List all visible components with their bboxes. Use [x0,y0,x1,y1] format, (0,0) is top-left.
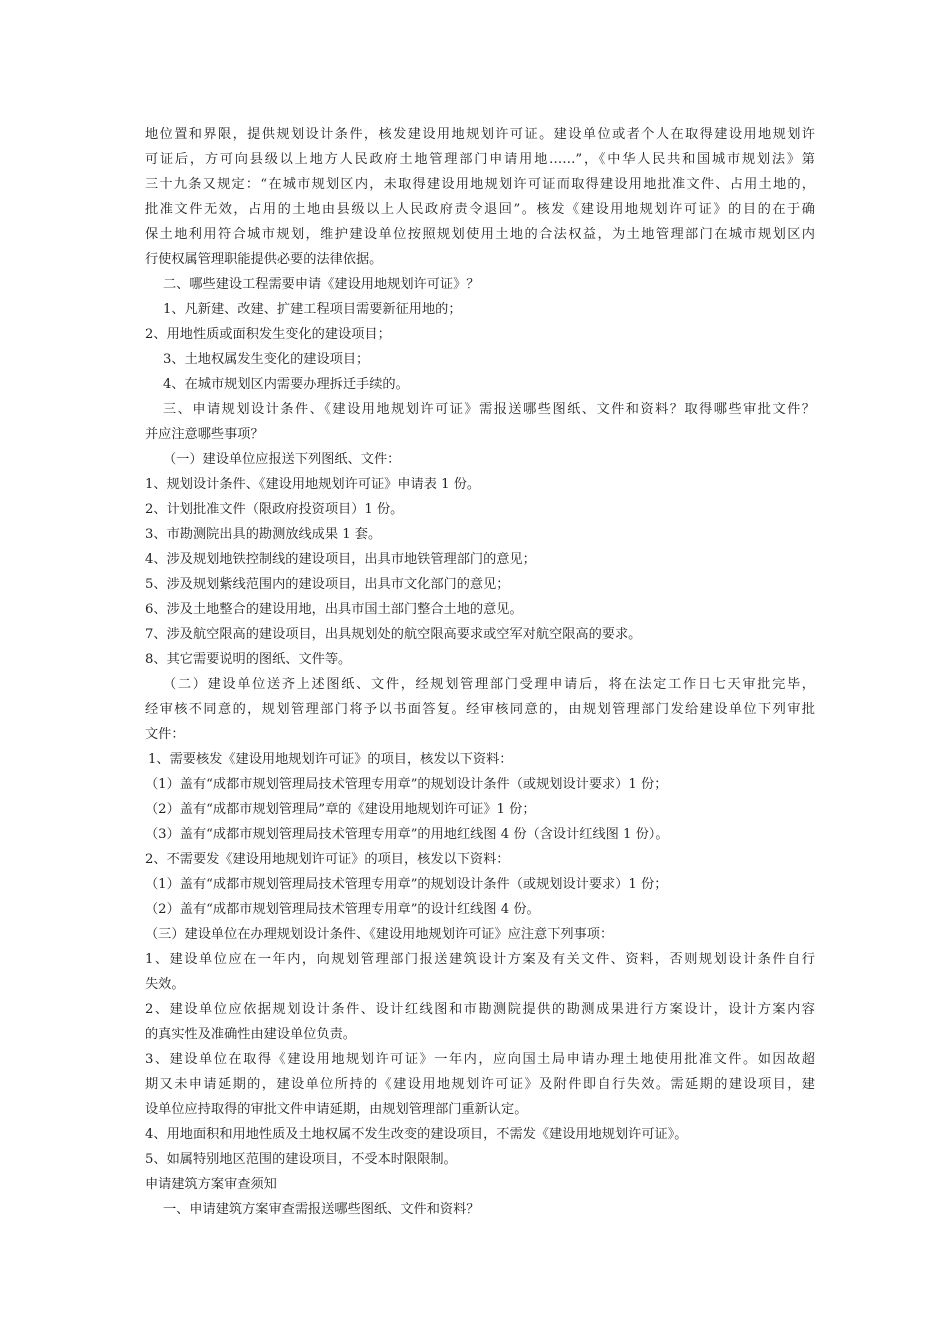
text-line: 一、申请建筑方案审查需报送哪些图纸、文件和资料？ [163,1202,480,1217]
text-line: 失效。 [145,977,185,992]
text-line: 并应注意哪些事项？ [145,427,264,442]
text-line: （2）盖有“成都市规划管理局技术管理专用章”的设计红线图 4 份。 [145,902,540,917]
text-line: 2、计划批准文件（限政府投资项目）1 份。 [145,502,404,517]
text-line: 1、建设单位应在一年内，向规划管理部门报送建筑设计方案及有关文件、资料，否则规划设计条件自行 [145,952,815,967]
text-line: 保土地利用符合城市规划，维护建设单位按照规划使用土地的合法权益，为土地管理部门在城市规划区内 [145,227,815,242]
text-line: （1）盖有“成都市规划管理局技术管理专用章”的规划设计条件（或规划设计要求）1 份； [145,777,668,792]
text-line: 1、凡新建、改建、扩建工程项目需要新征用地的； [163,302,462,317]
text-line: 4、涉及规划地铁控制线的建设项目，出具市地铁管理部门的意见； [145,552,536,567]
text-line: 3、土地权属发生变化的建设项目； [163,352,370,367]
text-line: 可证后，方可向县级以上地方人民政府土地管理部门申请用地……”，《中华人民共和国城市规划法》第 [145,152,815,167]
text-line: 1、需要核发《建设用地规划许可证》的项目，核发以下资料： [148,752,513,767]
text-line: 1、规划设计条件、《建设用地规划许可证》申请表 1 份。 [145,477,481,492]
text-line: 地位置和界限，提供规划设计条件，核发建设用地规划许可证。建设单位或者个人在取得建设用地规划许 [145,127,815,142]
text-line: （一）建设单位应报送下列图纸、文件： [163,452,401,467]
text-line: （3）盖有“成都市规划管理局技术管理专用章”的用地红线图 4 份（含设计红线图 1 份）。 [145,827,669,842]
text-line: 三十九条又规定：“在城市规划区内，未取得建设用地规划许可证而取得建设用地批准文件、占用土地的， [145,177,815,192]
text-line: 三、申请规划设计条件、《建设用地规划许可证》需报送哪些图纸、文件和资料？取得哪些审批文件？ [163,402,815,417]
text-line: 经审核不同意的，规划管理部门将予以书面答复。经审核同意的，由规划管理部门发给建设单位下列审批 [145,702,815,717]
text-line: 批准文件无效，占用的土地由县级以上人民政府责令退回”。核发《建设用地规划许可证》的目的在于确 [145,202,815,217]
text-line: 2、用地性质或面积发生变化的建设项目； [145,327,391,342]
text-line: 5、涉及规划紫线范围内的建设项目，出具市文化部门的意见； [145,577,510,592]
text-line: 申请建筑方案审查须知 [145,1177,277,1192]
text-line: 3、建设单位在取得《建设用地规划许可证》一年内，应向国土局申请办理土地使用批准文件。如因故超 [145,1052,815,1067]
document-body [145,122,815,1222]
text-line: 二、哪些建设工程需要申请《建设用地规划许可证》？ [163,277,480,292]
text-line: 行使权属管理职能提供必要的法律依据。 [145,252,383,267]
text-line: 5、如属特别地区范围的建设项目，不受本时限限制。 [145,1152,457,1167]
text-line: 7、涉及航空限高的建设项目，出具规划处的航空限高要求或空军对航空限高的要求。 [145,627,642,642]
text-line: 设单位应持取得的审批文件申请延期，由规划管理部门重新认定。 [145,1102,528,1117]
text-line: （三）建设单位在办理规划设计条件、《建设用地规划许可证》应注意下列事项： [145,927,614,942]
text-line: 4、在城市规划区内需要办理拆迁手续的。 [163,377,409,392]
text-line: 期又未申请延期的，建设单位所持的《建设用地规划许可证》及附件即自行失效。需延期的建设项目，建 [145,1077,815,1092]
text-line: 3、市勘测院出具的勘测放线成果 1 套。 [145,527,382,542]
text-line: 4、用地面积和用地性质及土地权属不发生改变的建设项目，不需发《建设用地规划许可证》。 [145,1127,688,1142]
text-line: 2、建设单位应依据规划设计条件、设计红线图和市勘测院提供的勘测成果进行方案设计，设计方案内容 [145,1002,815,1017]
text-line: （1）盖有“成都市规划管理局技术管理专用章”的规划设计条件（或规划设计要求）1 份； [145,877,668,892]
text-line: 6、涉及土地整合的建设用地，出具市国土部门整合土地的意见。 [145,602,523,617]
text-line: 的真实性及准确性由建设单位负责。 [145,1027,356,1042]
text-line: 文件： [145,727,185,742]
text-line: （2）盖有“成都市规划管理局”章的《建设用地规划许可证》1 份； [145,802,536,817]
text-line: 8、其它需要说明的图纸、文件等。 [145,652,352,667]
text-line: 2、不需要发《建设用地规划许可证》的项目，核发以下资料： [145,852,510,867]
text-line: （二）建设单位送齐上述图纸、文件，经规划管理部门受理申请后，将在法定工作日七天审批完毕， [163,677,815,692]
